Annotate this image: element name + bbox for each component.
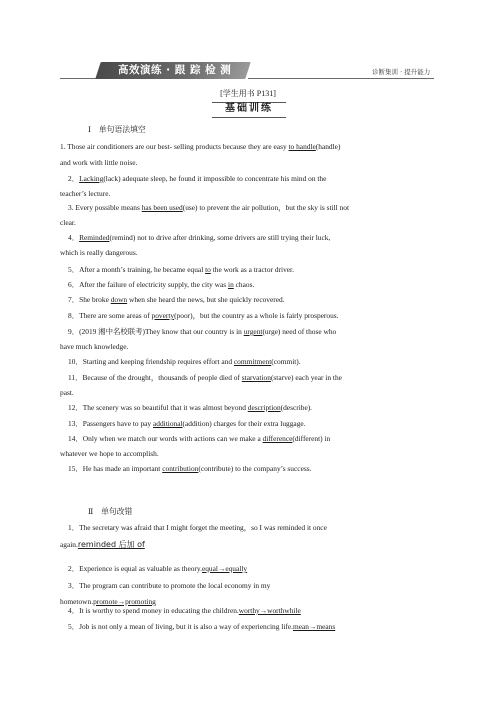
part1-item	[68, 326, 336, 337]
part1-item-continuation: teacher’s lecture.	[60, 189, 111, 198]
part2-item	[68, 563, 247, 574]
item-text: (poor)，but the country as a whole is fairly prosperous.	[174, 311, 339, 320]
part1-item	[68, 463, 311, 474]
item-text: 5．Job is not only a mean of living, but it is also a way of experiencing life.	[68, 622, 293, 631]
header-tagline: 诊断集训 · 提升能力	[372, 68, 431, 76]
part1-item-continuation: clear.	[60, 218, 76, 227]
answer-blank: to	[205, 265, 211, 274]
item-text: 2．Experience is equal as valuable as theory.	[68, 564, 202, 573]
correction-answer: promote→promoting	[93, 597, 156, 606]
item-text: the work as a tractor driver.	[210, 265, 294, 274]
part1-item-continuation: have much knowledge.	[60, 342, 129, 351]
part1-item	[68, 232, 330, 243]
item-text: (use) to prevent the air pollution，but the sky is still not	[182, 203, 350, 212]
item-text: 4．It is worthy to spend money in educating the children.	[68, 606, 239, 615]
part1-item	[68, 310, 339, 321]
answer-blank: description	[247, 403, 281, 412]
part1-item	[68, 294, 285, 305]
header-rule	[248, 78, 434, 79]
item-text: 12．The scenery was so beautiful that it was almost beyond	[68, 403, 248, 412]
item-text: (handle)	[315, 142, 341, 151]
part1-item	[68, 264, 294, 275]
part1-heading: Ⅰ 单句语法填空	[88, 125, 146, 134]
answer-blank: in	[228, 280, 234, 289]
answer-blank: commitment	[233, 357, 272, 366]
item-text: (urge) need of those who	[262, 327, 337, 336]
part1-item	[60, 142, 340, 151]
part2-item	[68, 605, 301, 616]
part1-item	[68, 279, 254, 290]
item-text: 3．The program can contribute to promote the local economy in my	[68, 581, 271, 590]
item-text: 3. Every possible means	[68, 203, 142, 212]
part1-item	[68, 418, 306, 429]
item-text: (commit).	[271, 357, 301, 366]
correction-answer: mean→means	[292, 622, 336, 631]
part1-item	[68, 372, 342, 383]
answer-blank: poverty	[151, 311, 175, 320]
part2-item-continuation	[60, 539, 145, 550]
item-text: (remind) not to drive after drinking, some drivers are still trying their luck,	[109, 233, 331, 242]
item-text: hometown.	[60, 597, 94, 606]
header-rule-left	[60, 78, 100, 79]
answer-blank: contribution	[162, 464, 199, 473]
correction-answer: equal→equally	[201, 564, 248, 573]
part1-item-continuation: past.	[60, 388, 74, 397]
item-text: 1．The secretary was afraid that I might forget the meeting，so I was reminded it once	[68, 523, 327, 532]
item-text: 5．After a month’s training, he became equal	[68, 265, 206, 274]
part1-item	[68, 402, 312, 413]
item-text: (different) in	[292, 434, 331, 443]
part1-item	[68, 173, 326, 184]
item-text: 7．She broke	[68, 295, 111, 304]
item-text: 2．	[68, 174, 80, 183]
item-text: (describe).	[280, 403, 313, 412]
item-text: again.	[60, 540, 78, 549]
answer-blank: additional	[152, 419, 183, 428]
part2-item	[68, 522, 327, 533]
part1-item	[68, 202, 349, 213]
correction-answer: worthy→worthwhile	[238, 606, 301, 615]
item-text: 15．He has made an important	[68, 464, 163, 473]
item-text: when she heard the news, but she quickly recovered.	[127, 295, 285, 304]
banner-title: 高效演练 · 跟 踪 检 测	[118, 64, 232, 76]
correction-answer: reminded 后加 of	[77, 540, 145, 549]
page-reference: [学生用书 P131]	[220, 89, 276, 98]
part1-item-continuation: whatever we hope to accomplish.	[60, 449, 159, 458]
part1-item	[68, 356, 301, 367]
part1-item-continuation: which is really dangerous.	[60, 248, 138, 257]
part1-item-continuation: and work with little noise.	[60, 158, 138, 167]
answer-blank: starvation	[241, 373, 271, 382]
part2-item	[68, 621, 335, 632]
section-title: 基础训练	[225, 103, 273, 114]
item-text: 4．	[68, 233, 80, 242]
item-text: 14．Only when we match our words with actions can we make a	[68, 434, 263, 443]
answer-blank: Lacking	[79, 174, 104, 183]
item-text: (addition) charges for their extra luggage.	[182, 419, 306, 428]
item-text: (starve) each year in the	[270, 373, 342, 382]
answer-blank: Reminded	[79, 233, 110, 242]
item-text: 11．Because of the drought，thousands of people died of	[68, 373, 242, 382]
answer-blank: has been used	[141, 203, 183, 212]
answer-blank: urgent	[243, 327, 263, 336]
item-text: 1. Those air conditioners are our best- selling products because they are easy	[60, 142, 289, 151]
part2-heading: Ⅱ 单句改错	[88, 507, 133, 516]
answer-blank: to handle	[288, 142, 316, 151]
item-text: (lack) adequate sleep, he found it impossible to concentrate his mind on the	[103, 174, 327, 183]
answer-blank: difference	[262, 434, 293, 443]
item-text: chaos.	[233, 280, 255, 289]
part1-item	[68, 433, 330, 444]
item-text: 6．After the failure of electricity supply, the city was	[68, 280, 229, 289]
item-text: (contribute) to the company’s success.	[198, 464, 312, 473]
item-text: 8．There are some areas of	[68, 311, 152, 320]
part2-item	[68, 580, 270, 591]
item-text: 9．(2019 湘中名校联考)They know that our country is in	[68, 327, 244, 336]
item-text: 13．Passengers have to pay	[68, 419, 153, 428]
item-text: 10．Starting and keeping friendship requires effort and	[68, 357, 234, 366]
answer-blank: down	[110, 295, 128, 304]
